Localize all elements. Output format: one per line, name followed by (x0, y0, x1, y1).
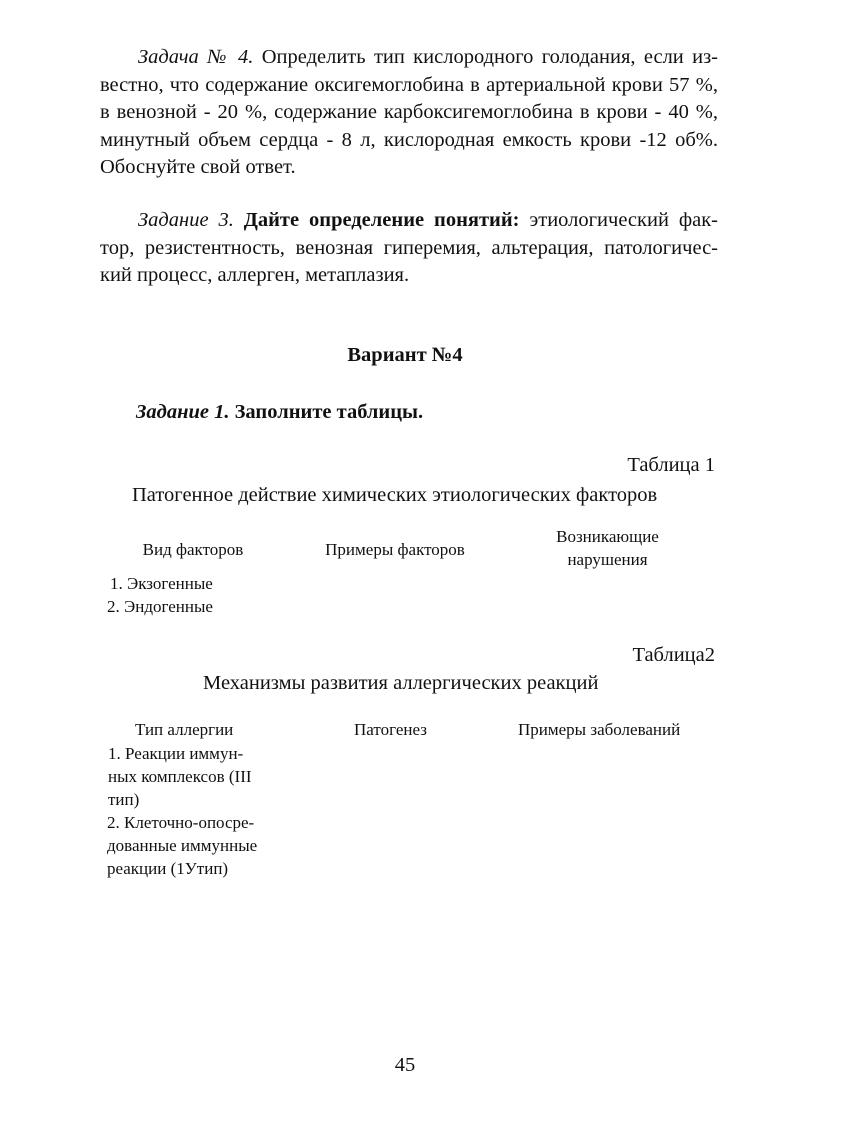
task4-line-3: в венозной - 20 %, содержание карбоксигемоглобина в крови - 40 %, (100, 101, 718, 123)
table1-header-examples: Примеры факторов (325, 540, 465, 559)
page-number: 45 (394, 1054, 416, 1076)
task1-heading (136, 401, 423, 424)
task3-lead: Задание 3. (138, 209, 234, 231)
table2-label: Таблица2 (632, 644, 715, 666)
task4-line-2: вестно, что содержание оксигемоглобина в артериальной крови 57 %, (100, 73, 718, 96)
task3-bold: Дайте определение понятий: (243, 209, 520, 231)
task1-text: Заполните таблицы. (234, 401, 424, 423)
task4-line-4: минутный объем сердца - 8 л, кислородная емкость крови -12 об%. (100, 128, 718, 151)
task3-paragraph (100, 207, 718, 290)
table1-row-exogenous: 1. Экзогенные (110, 574, 213, 593)
table2-row-cell-mediated: 2. Клеточно-опосре- дованные иммунные реакции (1Утип) (107, 813, 258, 878)
table2-header-pathogenesis: Патогенез (354, 720, 427, 739)
task3-line-1: этиологический фак- (529, 209, 719, 231)
table2-header-diseases: Примеры заболеваний (518, 720, 681, 739)
table2-title: Механизмы развития аллергических реакций (203, 672, 599, 694)
task4-line-5: Обоснуйте свой ответ. (100, 156, 296, 178)
table1-label: Таблица 1 (627, 454, 715, 476)
variant-heading: Вариант №4 (347, 344, 463, 366)
table2-row-immune-complex: 1. Реакции иммун- ных комплексов (III тип) (108, 744, 252, 809)
task4-line-1: Определить тип кислородного голодания, если из- (261, 46, 719, 68)
table2-header-type: Тип аллергии (135, 720, 234, 739)
task3-line-3: кий процесс, аллерген, метаплазия. (100, 264, 410, 286)
table1-row-endogenous: 2. Эндогенные (107, 597, 213, 616)
task3-line-2: тор, резистентность, венозная гиперемия, альтерация, патологичес- (100, 236, 718, 259)
table1-title: Патогенное действие химических этиологических факторов (132, 484, 658, 506)
table1-header-type: Вид факторов (142, 540, 244, 559)
table1-header-disorders: Возникающие нарушения (556, 527, 659, 569)
task4-paragraph (100, 44, 718, 182)
task4-lead: Задача № 4. (138, 46, 254, 68)
task1-lead: Задание 1. (136, 401, 230, 423)
